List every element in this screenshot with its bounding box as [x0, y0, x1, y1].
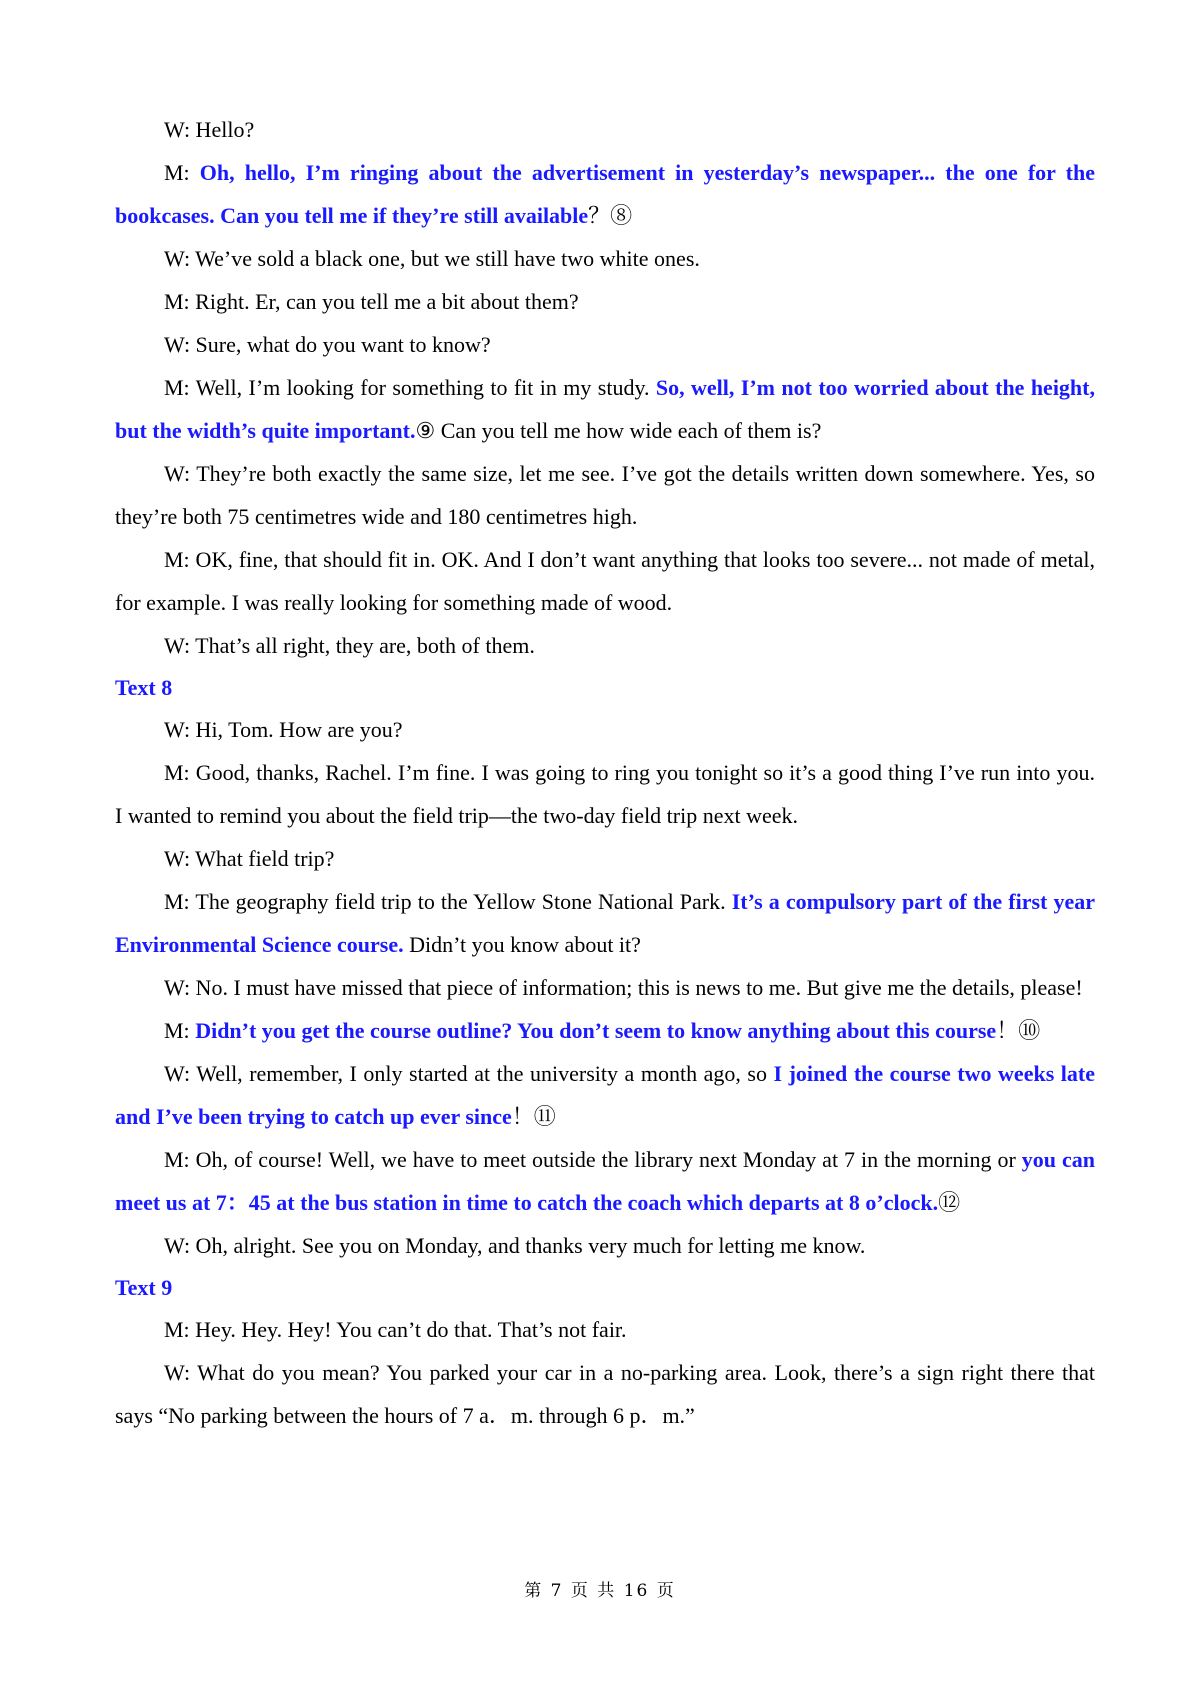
dialogue-line	[115, 880, 1095, 966]
line-text: ⑨ Can you tell me how wide each of them is?	[415, 418, 822, 443]
line-text: W: Oh, alright. See you on Monday, and thanks very much for letting me know.	[164, 1233, 866, 1258]
line-text: ！⑪	[511, 1104, 556, 1129]
page-footer: 第 7 页 共 16 页	[524, 1581, 676, 1601]
highlighted-answer: Didn’t you get the course outline? You don’t seem to know anything about this course	[195, 1018, 997, 1043]
dialogue-line	[115, 1351, 1095, 1437]
section-heading: Text 9	[115, 1275, 173, 1300]
dialogue-line	[115, 708, 1095, 751]
line-text: M: Good, thanks, Rachel. I’m fine. I was going to ring you tonight so it’s a good thing I’ve run into you. I wanted to remind you about the field trip—the two-day field trip next week.	[115, 760, 1095, 828]
line-text: W: What field trip?	[164, 846, 335, 871]
line-text: M:	[164, 160, 200, 185]
line-text: W: We’ve sold a black one, but we still have two white ones.	[164, 246, 700, 271]
line-text: M: OK, fine, that should fit in. OK. And I don’t want anything that looks too severe... not made of metal, for example. I was really looking for something made of wood.	[115, 547, 1095, 615]
line-text: ⑫	[938, 1190, 961, 1215]
line-text: ！⑩	[996, 1018, 1041, 1043]
line-text: W: What do you mean? You parked your car in a no-parking area. Look, there’s a sign right there that says “No parking between the hours of 7 a．m. through 6 p．m.”	[115, 1360, 1095, 1428]
dialogue-line	[115, 751, 1095, 837]
section-heading: Text 8	[115, 675, 173, 700]
dialogue-line	[115, 1052, 1095, 1138]
dialogue-line	[115, 237, 1095, 280]
dialogue-line	[115, 1308, 1095, 1351]
line-text: W: They’re both exactly the same size, let me see. I’ve got the details written down somewhere. Yes, so they’re both 75 centimetres wide and 180 centimetres high.	[115, 461, 1095, 529]
line-text: Didn’t you know about it?	[403, 932, 641, 957]
dialogue-line	[115, 1009, 1095, 1052]
line-text: M:	[164, 1018, 196, 1043]
dialogue-line	[115, 280, 1095, 323]
highlighted-answer: It’s a compulsory part of the first year Environmental Science course.	[115, 889, 1095, 957]
line-text: W: Hello?	[164, 117, 255, 142]
dialogue-line	[115, 452, 1095, 538]
dialogue-line	[115, 538, 1095, 624]
line-text: M: Well, I’m looking for something to fit in my study.	[164, 375, 656, 400]
highlighted-answer: I joined the course two weeks late and I’ve been trying to catch up ever since	[115, 1061, 1095, 1129]
dialogue-line	[115, 1224, 1095, 1267]
dialogue-line	[115, 966, 1095, 1009]
highlighted-answer: Oh, hello, I’m ringing about the advertisement in yesterday’s newspaper... the one for the bookcases. Can you tell me if they’re still available	[115, 160, 1095, 228]
line-text: M: Right. Er, can you tell me a bit about them?	[164, 289, 579, 314]
line-text: ？⑧	[588, 203, 633, 228]
line-text: W: Hi, Tom. How are you?	[164, 717, 403, 742]
line-text: W: That’s all right, they are, both of them.	[164, 633, 535, 658]
highlighted-answer: you can meet us at 7：45 at the bus station in time to catch the coach which departs at 8 o’clock.	[115, 1147, 1095, 1215]
line-text: W: Sure, what do you want to know?	[164, 332, 491, 357]
line-text: W: No. I must have missed that piece of information; this is news to me. But give me the details, please!	[164, 975, 1083, 1000]
document-page	[115, 108, 1095, 1437]
dialogue-line	[115, 366, 1095, 452]
dialogue-line	[115, 1138, 1095, 1224]
dialogue-line	[115, 151, 1095, 237]
dialogue-line	[115, 323, 1095, 366]
dialogue-line	[115, 624, 1095, 667]
dialogue-line	[115, 837, 1095, 880]
line-text: W: Well, remember, I only started at the university a month ago, so	[164, 1061, 774, 1086]
line-text: M: Hey. Hey. Hey! You can’t do that. That’s not fair.	[164, 1317, 627, 1342]
dialogue-line	[115, 108, 1095, 151]
line-text: M: The geography field trip to the Yellow Stone National Park.	[164, 889, 732, 914]
line-text: M: Oh, of course! Well, we have to meet outside the library next Monday at 7 in the morning or	[164, 1147, 1022, 1172]
highlighted-answer: So, well, I’m not too worried about the height, but the width’s quite important.	[115, 375, 1095, 443]
